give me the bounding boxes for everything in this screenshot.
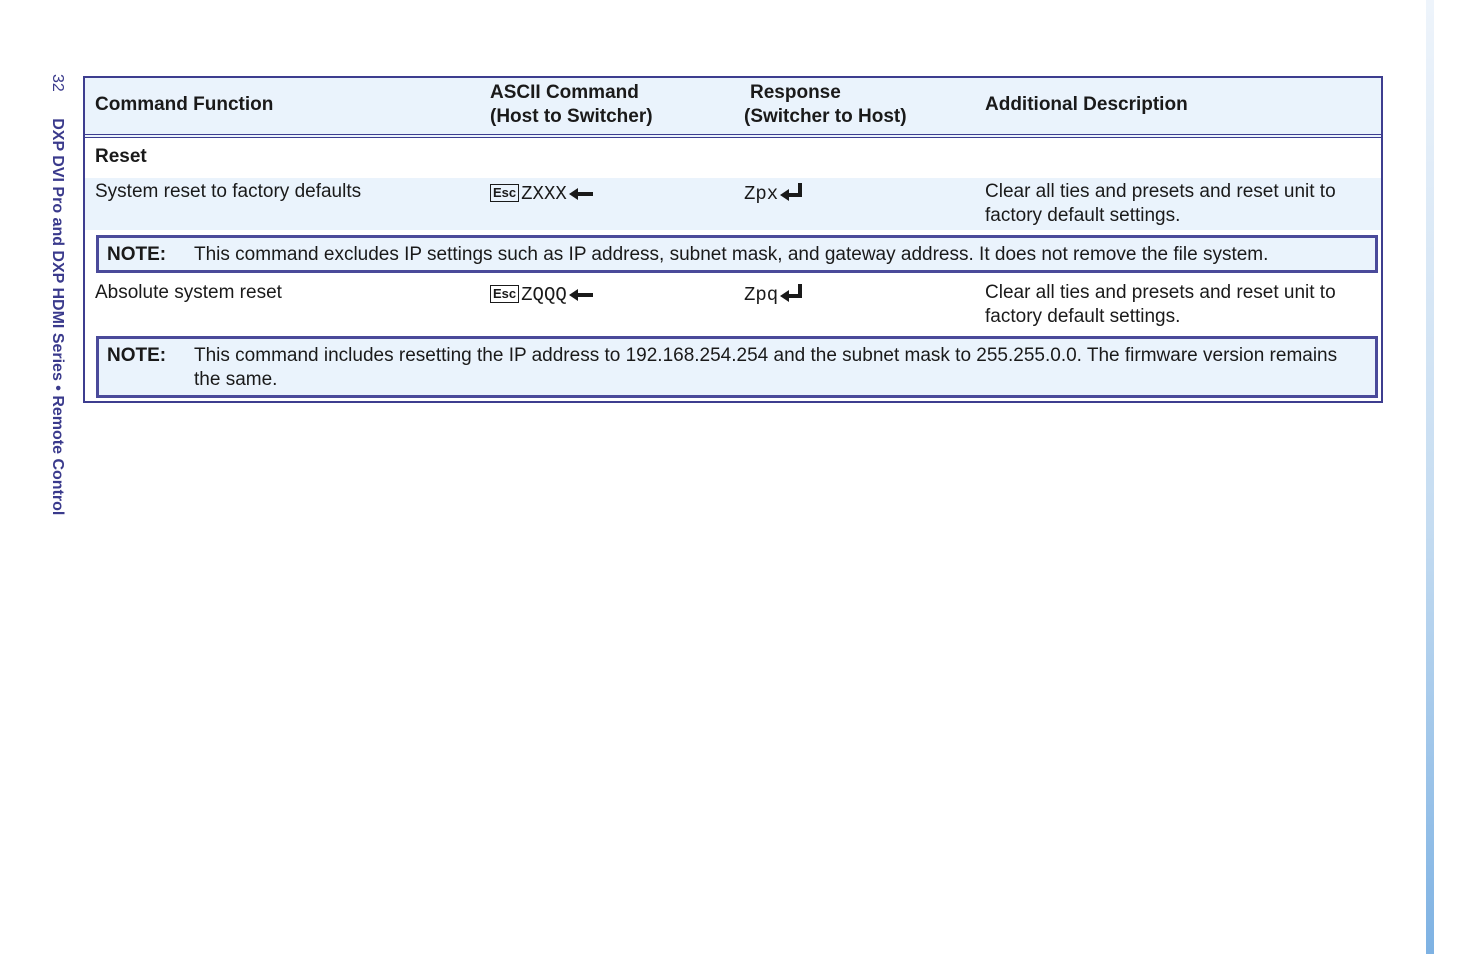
running-footer [48,74,66,515]
note-box [96,235,1378,273]
note-text: This command includes resetting the IP address to 192.168.254.254 and the subnet mask to 255.255.0.0. The firmware version remains the same. [194,345,1338,390]
row-command [490,182,593,206]
note-label: NOTE: [107,244,167,265]
page-number: 32 [49,74,66,92]
row-description-line1: Clear all ties and presets and reset unit to [985,282,1336,303]
row-function: System reset to factory defaults [95,181,362,202]
header-response-line1: Response [750,82,841,103]
left-arrow-icon [569,187,593,201]
esc-key-icon: Esc [490,184,519,202]
table-row [85,178,1381,230]
left-arrow-icon [569,288,593,302]
row-response [744,283,804,307]
row-function: Absolute system reset [95,282,282,303]
response-code: Zpx [744,183,779,205]
header-ascii-command-line1: ASCII Command [490,82,639,103]
row-description-line2: factory default settings. [985,306,1181,327]
row-response [744,182,804,206]
section-title: Reset [95,146,147,167]
row-description [985,281,1336,329]
command-table [83,76,1383,403]
return-arrow-icon [780,284,804,302]
header-ascii-command [490,81,653,129]
row-description-line2: factory default settings. [985,205,1181,226]
row-command [490,283,593,307]
row-description [985,180,1336,228]
header-additional-description: Additional Description [985,94,1188,115]
row-description-line1: Clear all ties and presets and reset unit to [985,181,1336,202]
note-label: NOTE: [107,345,167,366]
command-code: ZQQQ [521,284,567,306]
page-edge-bar [1426,0,1434,954]
note-text: This command excludes IP settings such as IP address, subnet mask, and gateway address. It does not remove the file system. [194,244,1269,265]
return-arrow-icon [780,183,804,201]
header-response-line2: (Switcher to Host) [744,106,907,127]
header-ascii-command-line2: (Host to Switcher) [490,106,653,127]
command-code: ZXXX [521,183,567,205]
header-response [744,81,907,129]
document-title: DXP DVI Pro and DXP HDMI Series • Remote Control [49,118,66,516]
table-header [85,78,1381,138]
note-box [96,336,1378,398]
response-code: Zpq [744,284,779,306]
header-command-function: Command Function [95,94,274,115]
esc-key-icon: Esc [490,285,519,303]
